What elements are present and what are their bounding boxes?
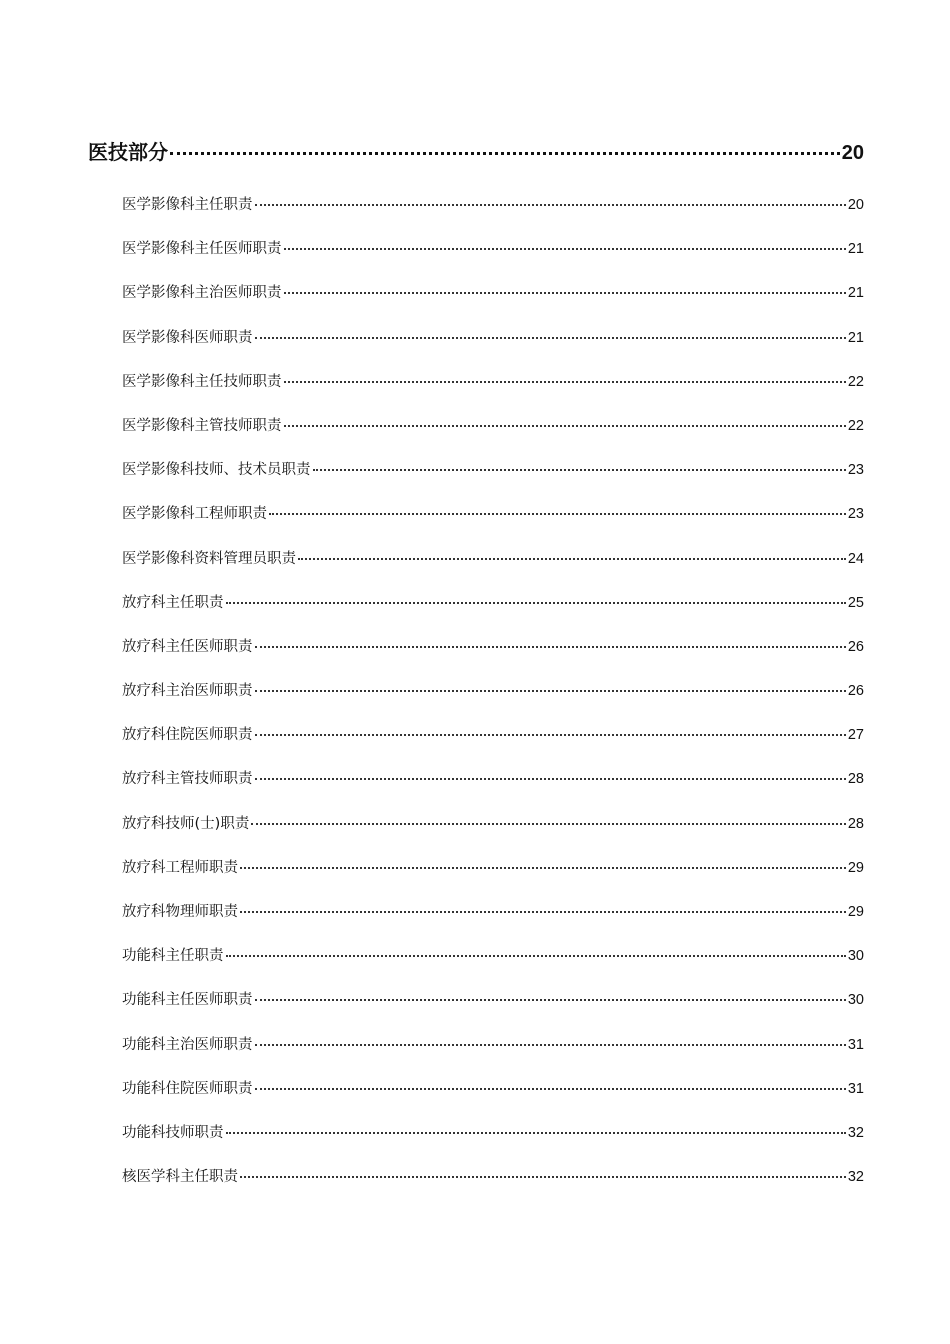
toc-entry-title: 放疗科主治医师职责 <box>122 683 253 700</box>
toc-entry-page-number: 26 <box>847 638 864 655</box>
toc-entry-title: 功能科主任医师职责 <box>122 992 253 1009</box>
toc-entry-title: 医学影像科工程师职责 <box>122 506 267 523</box>
toc-entry[interactable] <box>122 281 864 325</box>
toc-entry-title: 医学影像科医师职责 <box>122 329 253 346</box>
toc-entry[interactable] <box>122 1033 864 1077</box>
toc-entry[interactable] <box>122 370 864 414</box>
toc-entry-page-number: 25 <box>847 594 864 611</box>
toc-section-heading[interactable] <box>88 136 864 166</box>
toc-entry[interactable] <box>122 812 864 856</box>
toc-entry[interactable] <box>122 900 864 944</box>
toc-dot-leader <box>284 292 846 294</box>
toc-entry-page-number: 22 <box>847 373 864 390</box>
toc-entry-page-number: 21 <box>847 329 864 346</box>
toc-entry[interactable] <box>122 237 864 281</box>
toc-entry[interactable] <box>122 547 864 591</box>
toc-entry-title: 医学影像科技师、技术员职责 <box>122 462 311 479</box>
toc-entry-title: 放疗科主管技师职责 <box>122 771 253 788</box>
toc-dot-leader <box>269 513 846 515</box>
toc-entry[interactable] <box>122 988 864 1032</box>
toc-dot-leader <box>255 1044 846 1046</box>
toc-entry[interactable] <box>122 591 864 635</box>
toc-dot-leader <box>284 381 846 383</box>
toc-dot-leader <box>226 955 846 957</box>
toc-dot-leader <box>240 1176 846 1178</box>
toc-entry[interactable] <box>122 326 864 370</box>
toc-dot-leader <box>255 778 846 780</box>
toc-entry-title: 功能科主任职责 <box>122 948 224 965</box>
toc-dot-leader <box>284 248 846 250</box>
toc-entry-title: 功能科技师职责 <box>122 1124 224 1141</box>
toc-dot-leader <box>255 337 846 339</box>
toc-entry-page-number: 29 <box>847 859 864 876</box>
toc-entry[interactable] <box>122 679 864 723</box>
toc-dot-leader <box>284 425 846 427</box>
toc-entry-page-number: 21 <box>847 241 864 258</box>
toc-entry[interactable] <box>122 458 864 502</box>
toc-entry-page-number: 30 <box>847 948 864 965</box>
toc-entry[interactable] <box>122 723 864 767</box>
toc-entry-page-number: 32 <box>847 1169 864 1186</box>
toc-dot-leader <box>251 823 846 825</box>
toc-entry-title: 医学影像科主治医师职责 <box>122 285 282 302</box>
toc-section-page-number: 20 <box>841 142 864 164</box>
toc-entry-page-number: 31 <box>847 1080 864 1097</box>
toc-entry-page-number: 32 <box>847 1124 864 1141</box>
toc-dot-leader <box>255 999 846 1001</box>
toc-entry-title: 放疗科工程师职责 <box>122 859 238 876</box>
toc-entry-page-number: 31 <box>847 1036 864 1053</box>
toc-entry[interactable] <box>122 414 864 458</box>
toc-dot-leader <box>240 867 846 869</box>
toc-entry-title: 医学影像科资料管理员职责 <box>122 550 296 567</box>
toc-dot-leader <box>313 469 846 471</box>
toc-entry-page-number: 23 <box>847 462 864 479</box>
toc-entry-title: 核医学科主任职责 <box>122 1169 238 1186</box>
toc-entry[interactable] <box>122 856 864 900</box>
toc-entry-title: 功能科住院医师职责 <box>122 1080 253 1097</box>
toc-entry[interactable] <box>122 635 864 679</box>
toc-entry-title: 放疗科技师(士)职责 <box>122 815 250 832</box>
toc-entry-title: 放疗科物理师职责 <box>122 904 238 920</box>
toc-entry-page-number: 20 <box>847 197 864 213</box>
toc-entry-title: 放疗科住院医师职责 <box>122 727 253 744</box>
toc-dot-leader <box>255 646 846 648</box>
toc-entry[interactable] <box>122 1121 864 1165</box>
toc-entry[interactable] <box>122 502 864 546</box>
toc-dot-leader <box>255 734 846 736</box>
toc-entry-page-number: 22 <box>847 417 864 434</box>
toc-dot-leader <box>226 602 846 604</box>
toc-entry-page-number: 28 <box>847 815 864 832</box>
toc-entry[interactable] <box>122 1165 864 1209</box>
toc-entry-page-number: 29 <box>847 904 864 920</box>
toc-entry-title: 医学影像科主任职责 <box>122 197 253 213</box>
toc-entry-page-number: 26 <box>847 683 864 700</box>
toc-dot-leader <box>255 1088 846 1090</box>
toc-entry-title: 放疗科主任医师职责 <box>122 638 253 655</box>
toc-entry[interactable] <box>122 193 864 237</box>
toc-entry-page-number: 27 <box>847 727 864 744</box>
toc-entry-title: 放疗科主任职责 <box>122 594 224 611</box>
toc-section-title: 医技部分 <box>88 140 168 164</box>
toc-entry-page-number: 23 <box>847 506 864 523</box>
toc-entry-list <box>122 193 864 1209</box>
toc-entry[interactable] <box>122 767 864 811</box>
toc-dot-leader <box>255 690 846 692</box>
toc-entry-page-number: 30 <box>847 992 864 1009</box>
toc-entry[interactable] <box>122 944 864 988</box>
toc-entry[interactable] <box>122 1077 864 1121</box>
toc-dot-leader <box>226 1132 846 1134</box>
toc-entry-page-number: 24 <box>847 550 864 567</box>
toc-entry-title: 医学影像科主任技师职责 <box>122 373 282 390</box>
toc-entry-page-number: 28 <box>847 771 864 788</box>
toc-dot-leader <box>170 152 840 155</box>
toc-entry-title: 医学影像科主管技师职责 <box>122 417 282 434</box>
toc-dot-leader <box>298 558 846 560</box>
toc-entry-title: 医学影像科主任医师职责 <box>122 241 282 258</box>
toc-dot-leader <box>240 911 846 913</box>
toc-dot-leader <box>255 204 846 206</box>
toc-entry-title: 功能科主治医师职责 <box>122 1036 253 1053</box>
toc-entry-page-number: 21 <box>847 285 864 302</box>
